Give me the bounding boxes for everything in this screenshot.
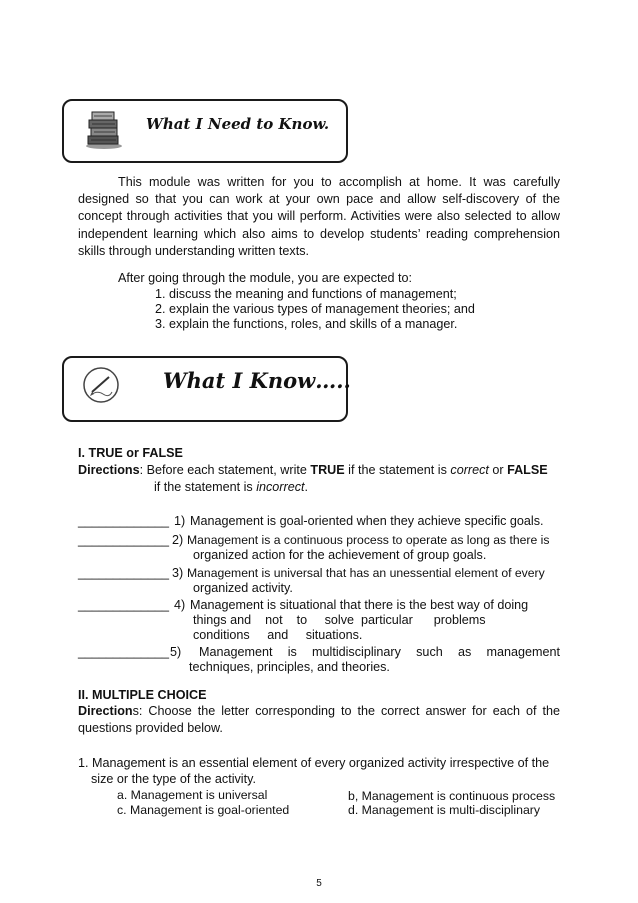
part1-directions-cont [154,479,308,495]
books-icon [82,106,126,155]
part2-directions-text: : Choose the letter corresponding to the correct answer for each of the questions provided below. [78,704,560,736]
item-5-text-cont: techniques, principles, and theories. [189,660,390,674]
answer-blank-5[interactable]: _____________ [78,645,170,659]
true-word: TRUE [310,463,345,477]
answer-blank-1[interactable]: _____________ [78,514,170,528]
objective-1: 1. discuss the meaning and functions of management; [155,287,457,301]
directions-text-d: if the statement is [154,480,257,494]
choice-c[interactable]: c. Management is goal-oriented [117,803,290,817]
objectives-lead: After going through the module, you are expected to: [118,271,413,285]
directions-text-b: if the statement is [344,463,451,477]
intro-paragraph: This module was written for you to accomplish at home. It was carefully designed so that you can work at your own pace and allow self-discovery of the concept through activities that you will perform. Activities were also selected to allow independent learning which also aims to develop students’ reading comprehension skills through understanding written texts. [78,175,560,258]
pencil-writing-icon [80,364,122,411]
item-4-text-cont2: conditions and situations. [193,628,363,642]
item-2-number: 2) [172,533,184,547]
answer-blank-3[interactable]: _____________ [78,566,170,580]
item-4-text-cont: things and not to solve particular problems [193,613,486,627]
false-word: FALSE [507,463,548,477]
part2-directions-s: s [132,704,139,718]
incorrect-word: incorrect [256,480,305,494]
part1-directions [78,462,548,478]
question-1-stem-cont: size or the type of the activity. [91,772,256,786]
part2-directions-label: Direction [78,704,133,718]
directions-text-c: or [488,463,508,477]
directions-text-e: . [304,480,308,494]
section-title-what-i-know: What I Know….. [163,368,351,393]
objective-3: 3. explain the functions, roles, and skills of a manager. [155,317,458,331]
item-2-text-cont: organized action for the achievement of group goals. [193,548,487,562]
item-3-number: 3) [172,566,184,580]
item-4-number: 4) [174,598,186,612]
page-number: 5 [316,878,322,889]
correct-word: correct [450,463,489,477]
answer-blank-2[interactable]: _____________ [78,533,170,547]
item-5-text: Management is multidisciplinary such as management [199,645,560,659]
item-5-number: 5) [170,645,182,659]
directions-text-a: : Before each statement, write [139,463,311,477]
item-1-text: Management is goal-oriented when they achieve specific goals. [190,514,544,528]
item-4-text: Management is situational that there is the best way of doing [190,598,529,612]
directions-label: Directions [78,463,140,477]
part1-heading: I. TRUE or FALSE [78,446,183,460]
item-3-text: Management is universal that has an unessential element of every [187,566,545,580]
choice-b[interactable]: b, Management is continuous process [348,789,556,803]
item-1-number: 1) [174,514,186,528]
section-title-what-i-need-to-know: What I Need to Know. [146,115,330,133]
part2-directions [78,703,560,737]
question-1-stem: 1. Management is an essential element of every organized activity irrespective of the [78,756,550,770]
item-2-text: Management is a continuous process to operate as long as there is [187,533,550,547]
part2-heading: II. MULTIPLE CHOICE [78,688,207,702]
answer-blank-4[interactable]: _____________ [78,598,170,612]
choice-d[interactable]: d. Management is multi-disciplinary [348,803,541,817]
objective-2: 2. explain the various types of management theories; and [155,302,475,316]
choice-a[interactable]: a. Management is universal [117,788,268,802]
item-3-text-cont: organized activity. [193,581,293,595]
